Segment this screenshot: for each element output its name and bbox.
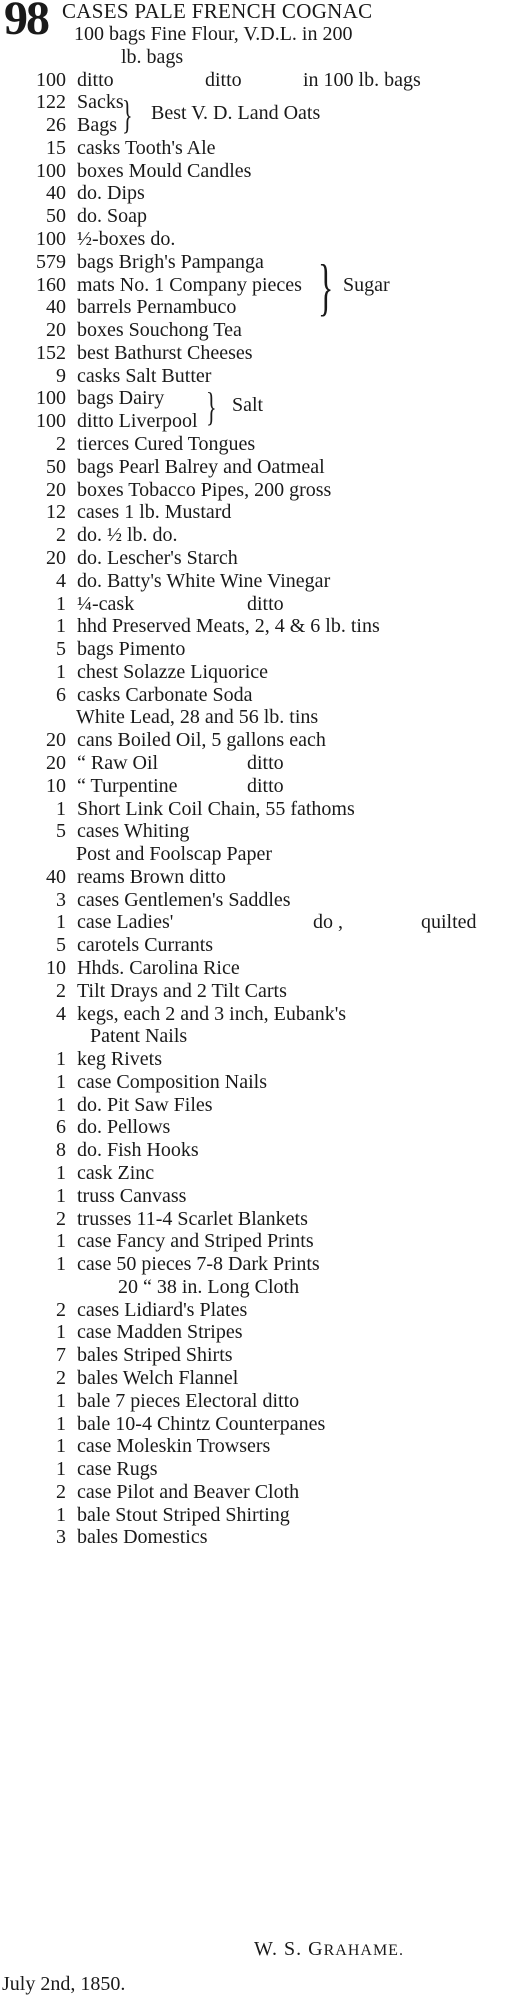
item-quantity: 1 (56, 1458, 66, 1481)
item-quantity: 1 (56, 615, 66, 638)
item-column-2: do , (313, 911, 343, 934)
item-quantity: 15 (46, 136, 66, 159)
item-quantity: 20 (46, 478, 66, 501)
item-description: cases Whiting (77, 820, 190, 843)
item-quantity: 152 (36, 341, 66, 364)
item-description: barrels Pernambuco (77, 296, 237, 319)
item-description: 100 bags Fine Flour, V.D.L. in 200 (74, 23, 353, 45)
item-description: ½-boxes do. (77, 228, 176, 251)
item-quantity: 1 (56, 1048, 66, 1071)
item-description: case Rugs (77, 1458, 158, 1481)
item-quantity: 5 (56, 820, 66, 843)
item-line (0, 433, 519, 456)
item-quantity: 20 (46, 729, 66, 752)
item-column-3: in 100 lb. bags (303, 68, 421, 91)
item-description: “ Turpentine (77, 774, 178, 797)
item-quantity: 1 (56, 1321, 66, 1344)
item-quantity: 4 (56, 569, 66, 592)
item-line (0, 46, 519, 69)
item-line (0, 775, 519, 798)
item-description: do. ½ lb. do. (77, 524, 178, 547)
item-quantity: 20 (46, 319, 66, 342)
signature-surname: RAHAME. (323, 1942, 404, 1959)
item-quantity: 1 (56, 1389, 66, 1412)
item-line (0, 843, 519, 866)
item-quantity: 8 (56, 1139, 66, 1162)
item-line (0, 570, 519, 593)
item-line (0, 1299, 519, 1322)
date-line: July 2nd, 1850. (2, 1973, 126, 1995)
lot-number: 98 (4, 0, 48, 45)
item-line (0, 1048, 519, 1071)
item-quantity: 100 (36, 68, 66, 91)
item-line (0, 1003, 519, 1026)
item-quantity: 1 (56, 797, 66, 820)
item-quantity: 1 (56, 1503, 66, 1526)
item-line (0, 684, 519, 707)
item-description: cans Boiled Oil, 5 gallons each (77, 729, 326, 752)
item-line (0, 889, 519, 912)
item-line (0, 1276, 519, 1299)
item-description: do. Pellows (77, 1116, 171, 1139)
item-description: ¼-cask (77, 592, 135, 615)
item-quantity: 100 (36, 387, 66, 410)
item-quantity: 10 (46, 956, 66, 979)
item-description: bags Pearl Balrey and Oatmeal (77, 455, 325, 478)
item-description: case Pilot and Beaver Cloth (77, 1480, 300, 1503)
item-line (0, 980, 519, 1003)
item-quantity: 579 (36, 250, 66, 273)
item-description: bags Dairy (77, 387, 165, 410)
item-line (0, 752, 519, 775)
item-description: boxes Tobacco Pipes, 200 gross (77, 478, 332, 501)
item-description: bale 10-4 Chintz Counterpanes (77, 1412, 326, 1435)
item-line (0, 1139, 519, 1162)
item-description: casks Carbonate Soda (77, 683, 253, 706)
item-quantity: 26 (46, 114, 66, 137)
item-line (0, 957, 519, 980)
item-description: do. Soap (77, 205, 147, 228)
item-description: do. Lescher's Starch (77, 546, 238, 569)
item-quantity: 6 (56, 1116, 66, 1139)
item-description: cases Gentlemen's Saddles (77, 888, 291, 911)
item-description: Hhds. Carolina Rice (77, 956, 240, 979)
brace-salt: } (206, 384, 217, 429)
item-description: Short Link Coil Chain, 55 fathoms (77, 797, 355, 820)
brace-label-oats: Best V. D. Land Oats (151, 102, 321, 124)
signature-initials: W. S. G (254, 1938, 324, 1960)
item-column-2: ditto (247, 751, 284, 774)
item-quantity: 5 (56, 638, 66, 661)
item-quantity: 1 (56, 1435, 66, 1458)
item-quantity: 100 (36, 410, 66, 433)
item-quantity: 2 (56, 1207, 66, 1230)
item-quantity: 2 (56, 979, 66, 1002)
item-line (0, 1367, 519, 1390)
item-column-2: ditto (205, 68, 242, 91)
item-description: ditto Liverpool (77, 410, 198, 433)
item-line (0, 911, 519, 934)
item-line (0, 182, 519, 205)
item-quantity: 40 (46, 865, 66, 888)
item-quantity: 5 (56, 934, 66, 957)
item-description: case Ladies' (77, 911, 174, 934)
item-description: lb. bags (121, 45, 184, 68)
item-line (0, 319, 519, 342)
item-quantity: 1 (56, 1093, 66, 1116)
item-description: Tilt Drays and 2 Tilt Carts (77, 979, 287, 1002)
item-description: do. Batty's White Wine Vinegar (77, 569, 331, 592)
item-quantity: 1 (56, 911, 66, 934)
item-description: casks Salt Butter (77, 364, 212, 387)
item-line (0, 1116, 519, 1139)
item-line (0, 1458, 519, 1481)
item-quantity: 10 (46, 774, 66, 797)
item-description: bags Brigh's Pampanga (77, 250, 264, 273)
item-column-2: ditto (247, 774, 284, 797)
item-description: bales Striped Shirts (77, 1344, 233, 1367)
item-line (0, 456, 519, 479)
item-quantity: 40 (46, 296, 66, 319)
item-description: truss Canvass (77, 1184, 187, 1207)
item-line (0, 501, 519, 524)
item-description: bags Pimento (77, 638, 186, 661)
item-description: best Bathurst Cheeses (77, 341, 253, 364)
item-description: 20 “ 38 in. Long Cloth (118, 1275, 300, 1298)
item-description: case 50 pieces 7-8 Dark Prints (77, 1253, 320, 1276)
item-line (0, 593, 519, 616)
item-description: keg Rivets (77, 1048, 162, 1071)
item-line (0, 251, 519, 274)
item-line (0, 1344, 519, 1367)
item-quantity: 160 (36, 273, 66, 296)
item-quantity: 9 (56, 364, 66, 387)
item-line (0, 1094, 519, 1117)
item-description: boxes Mould Candles (77, 159, 252, 182)
item-line (0, 228, 519, 251)
item-description: bales Domestics (77, 1526, 208, 1549)
item-description: casks Tooth's Ale (77, 136, 216, 159)
item-description: trusses 11-4 Scarlet Blankets (77, 1207, 308, 1230)
item-description: “ Raw Oil (77, 751, 159, 774)
item-description: case Fancy and Striped Prints (77, 1230, 314, 1253)
item-description: boxes Souchong Tea (77, 319, 242, 342)
item-line (0, 866, 519, 889)
item-line (0, 205, 519, 228)
item-description: cask Zinc (77, 1162, 155, 1184)
item-line (0, 1162, 519, 1185)
item-quantity: 20 (46, 751, 66, 774)
item-description: hhd Preserved Meats, 2, 4 & 6 lb. tins (77, 615, 380, 638)
signature (254, 1938, 404, 1962)
item-line (0, 69, 519, 92)
item-description: cases 1 lb. Mustard (77, 501, 232, 524)
item-description: do. Pit Saw Files (77, 1093, 213, 1116)
item-line (0, 729, 519, 752)
item-quantity: 1 (56, 1162, 66, 1184)
item-quantity: 100 (36, 228, 66, 251)
item-line (0, 1504, 519, 1527)
item-line (0, 934, 519, 957)
item-description: Patent Nails (90, 1025, 188, 1048)
item-description: case Madden Stripes (77, 1321, 243, 1344)
item-description: ditto (77, 68, 114, 91)
advertisement-title: CASES PALE FRENCH COGNAC (62, 0, 373, 23)
item-description: bales Welch Flannel (77, 1367, 239, 1390)
item-quantity: 1 (56, 1184, 66, 1207)
item-quantity: 1 (56, 1070, 66, 1093)
item-quantity: 50 (46, 205, 66, 228)
item-line (0, 342, 519, 365)
brace-label-salt: Salt (232, 394, 264, 416)
brace-oats: } (122, 92, 133, 137)
item-quantity: 7 (56, 1344, 66, 1367)
item-quantity: 3 (56, 888, 66, 911)
item-line (0, 1253, 519, 1276)
item-description: bale Stout Striped Shirting (77, 1503, 290, 1526)
item-line (0, 1481, 519, 1504)
item-line (0, 1185, 519, 1208)
item-line (0, 661, 519, 684)
item-description: chest Solazze Liquorice (77, 660, 269, 683)
item-line (0, 1413, 519, 1436)
item-quantity: 2 (56, 524, 66, 547)
item-quantity: 100 (36, 159, 66, 182)
item-description: kegs, each 2 and 3 inch, Eubank's (77, 1002, 347, 1025)
item-line (0, 1390, 519, 1413)
item-description: case Composition Nails (77, 1070, 267, 1093)
item-quantity: 20 (46, 546, 66, 569)
item-quantity: 1 (56, 592, 66, 615)
item-quantity: 4 (56, 1002, 66, 1025)
item-line (0, 524, 519, 547)
item-line (0, 365, 519, 388)
item-line (0, 296, 519, 319)
item-quantity: 3 (56, 1526, 66, 1549)
item-column-2: ditto (247, 592, 284, 615)
item-line (0, 1435, 519, 1458)
item-quantity: 6 (56, 683, 66, 706)
item-line (0, 1526, 519, 1549)
item-description: Bags (77, 114, 117, 137)
item-line (0, 479, 519, 502)
item-description: Post and Foolscap Paper (76, 843, 273, 866)
item-description: reams Brown ditto (77, 865, 226, 888)
item-line (0, 23, 519, 46)
item-description: White Lead, 28 and 56 lb. tins (76, 706, 319, 729)
item-line (0, 706, 519, 729)
item-description: bale 7 pieces Electoral ditto (77, 1389, 300, 1412)
item-line (0, 137, 519, 160)
item-line (0, 1230, 519, 1253)
item-description: tierces Cured Tongues (77, 433, 256, 456)
item-line (0, 547, 519, 570)
item-quantity: 2 (56, 1480, 66, 1503)
item-quantity: 1 (56, 1230, 66, 1253)
item-line (0, 1025, 519, 1048)
item-line (0, 160, 519, 183)
item-quantity: 122 (36, 91, 66, 114)
item-column-3: quilted (421, 911, 477, 934)
item-description: do. Fish Hooks (77, 1139, 199, 1162)
item-quantity: 1 (56, 1253, 66, 1276)
item-description: Sacks (77, 91, 124, 114)
item-quantity: 2 (56, 1298, 66, 1321)
item-line (0, 820, 519, 843)
item-line (0, 1321, 519, 1344)
item-line (0, 1208, 519, 1231)
item-quantity: 1 (56, 1412, 66, 1435)
item-quantity: 12 (46, 501, 66, 524)
brace-label-sugar: Sugar (343, 274, 390, 296)
item-quantity: 2 (56, 433, 66, 456)
item-quantity: 1 (56, 660, 66, 683)
item-quantity: 50 (46, 455, 66, 478)
item-description: case Moleskin Trowsers (77, 1435, 271, 1458)
brace-sugar: } (318, 251, 334, 322)
item-description: carotels Currants (77, 934, 214, 957)
item-line (0, 274, 519, 297)
item-line (0, 1071, 519, 1094)
item-description: do. Dips (77, 182, 145, 205)
item-quantity: 2 (56, 1367, 66, 1390)
item-line (0, 615, 519, 638)
item-line (0, 798, 519, 821)
item-line (0, 638, 519, 661)
item-description: mats No. 1 Company pieces (77, 273, 302, 296)
item-description: cases Lidiard's Plates (77, 1298, 248, 1321)
item-quantity: 40 (46, 182, 66, 205)
